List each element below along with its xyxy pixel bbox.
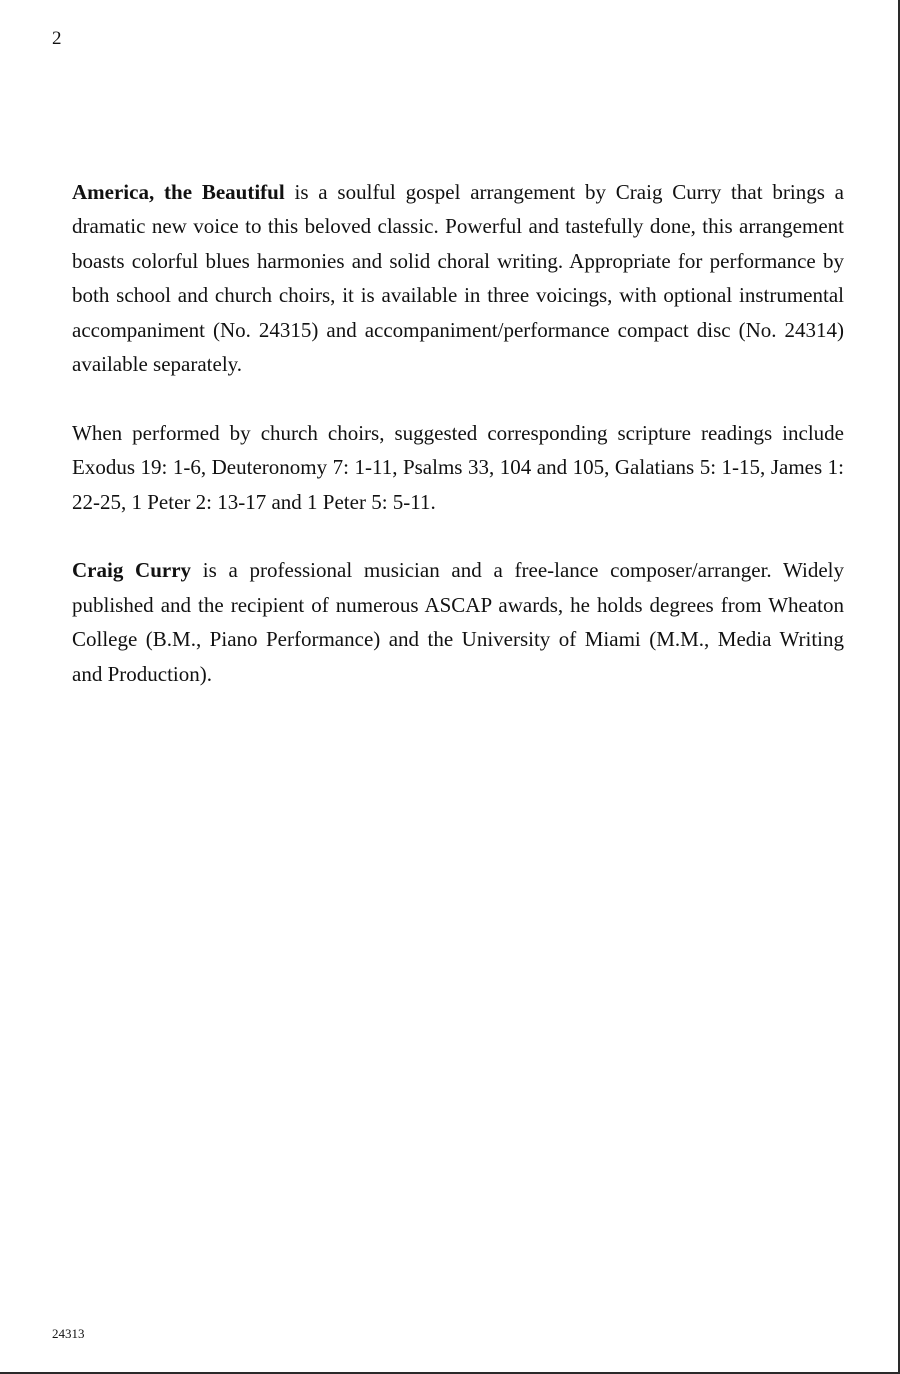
arranger-bio-text: is a professional musician and a free-lance composer/arranger. Widely published and the recipient of numerous ASCAP awards, he holds degrees from Wheaton College (B.M., Piano Performance) and the University of Miami (M.M., Media Writing and Production). [72, 558, 844, 686]
arrangement-description-paragraph [72, 175, 844, 381]
scripture-readings-paragraph [72, 416, 844, 519]
scripture-readings-text: When performed by church choirs, suggested corresponding scripture readings include Exodus 19: 1-6, Deuteronomy 7: 1-11, Psalms 33, 104 and 105, Galatians 5: 1-15, James 1: 22-25, 1 Peter 2: 13-17 and 1 Peter 5: 5-11. [72, 420, 844, 514]
song-title: America, the Beautiful [72, 180, 285, 204]
arranger-bio-paragraph [72, 553, 844, 691]
arrangement-description-text: is a soulful gospel arrangement by Craig Curry that brings a dramatic new voice to this beloved classic. Powerful and tastefully done, this arrangement boasts colorful blues harmonies and solid choral writing. Appropriate for performance by both school and church choirs, it is available in three voicings, with optional instrumental accompaniment (No. 24315) and accompaniment/performance compact disc (No. 24314) available separately. [72, 180, 844, 377]
arranger-name: Craig Curry [72, 558, 192, 583]
page-body [72, 175, 844, 725]
page-number: 2 [52, 28, 62, 49]
catalog-number: 24313 [52, 1326, 85, 1341]
